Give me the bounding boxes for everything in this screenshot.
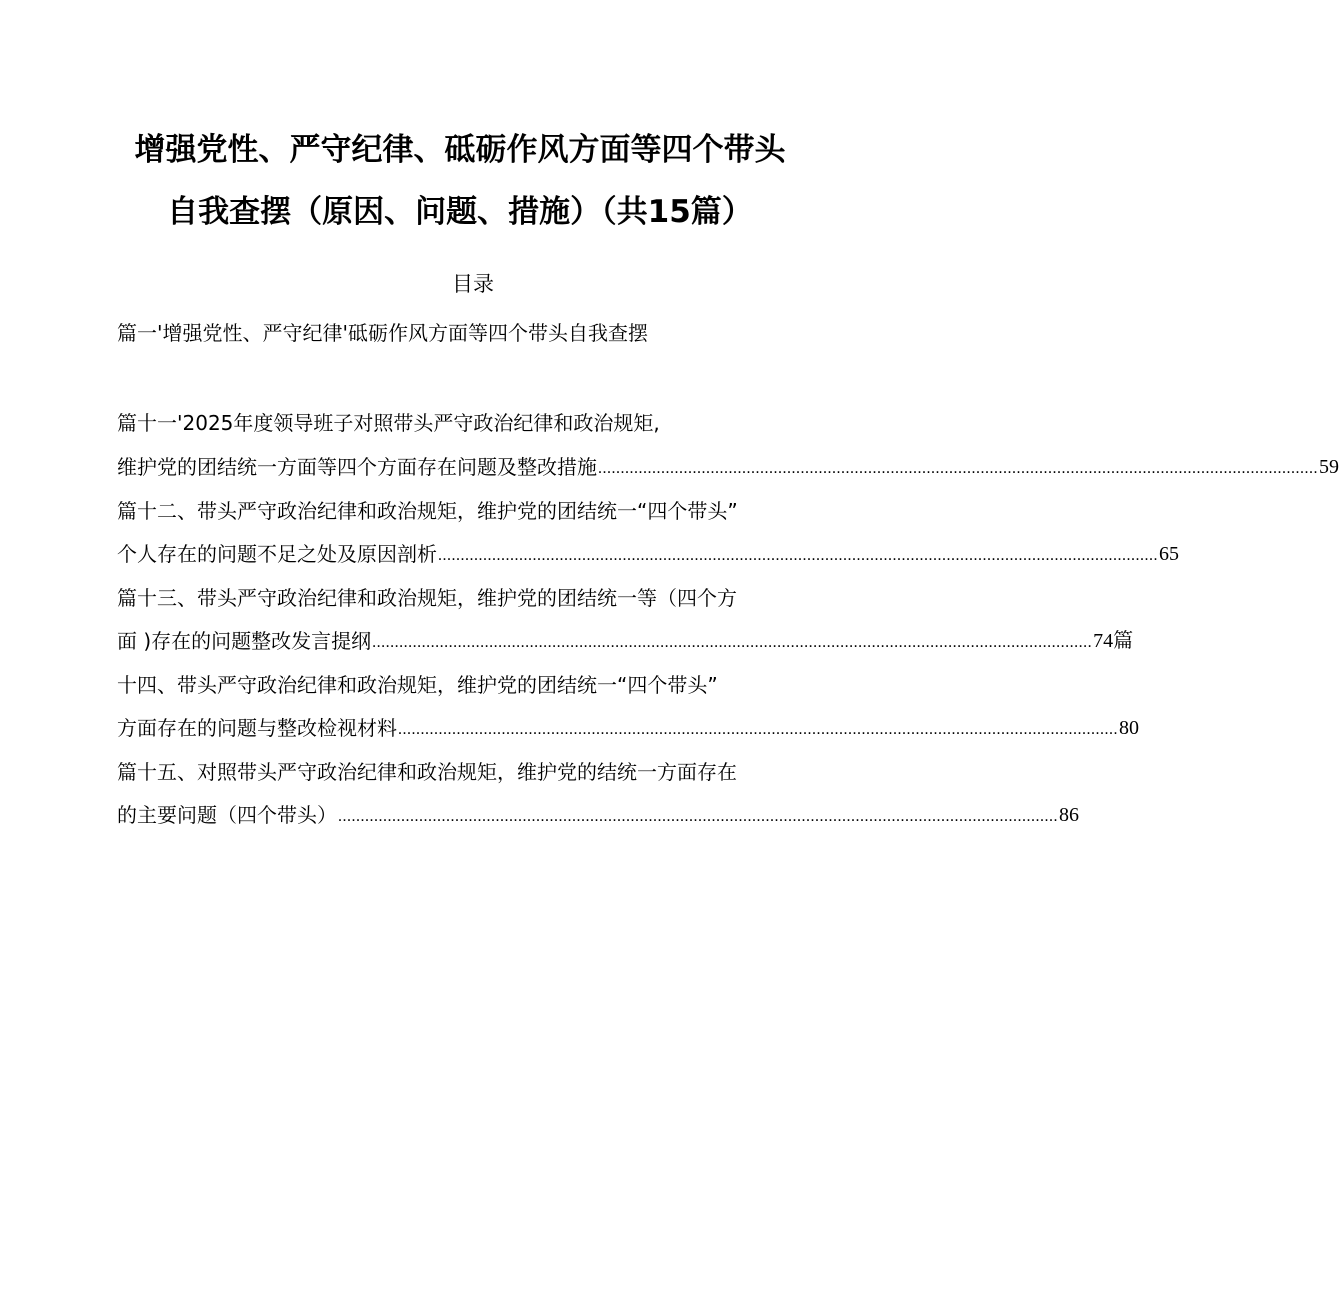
toc-entry-12-line-2 [117, 541, 1179, 567]
toc-entry-text: 篇十二、带头严守政治纪律和政治规矩，维护党的团结统一“四个带头” [117, 499, 738, 523]
toc-entry-text: 十四、带头严守政治纪律和政治规矩，维护党的团结统一“四个带头” [117, 673, 718, 697]
document-title-line-2: 自我查摆（原因、问题、措施）（共15篇） [167, 194, 753, 230]
document-title-line-1: 增强党性、严守纪律、砥砺作风方面等四个带头 [134, 132, 786, 168]
toc-entry-text: 篇一'增强党性、严守纪律'砥砺作风方面等四个带头自我查摆 [117, 321, 648, 345]
toc-page-number: 80 [1119, 717, 1139, 739]
toc-entry-14-line-1 [117, 672, 832, 698]
toc-entry-text: 篇十一'2025年度领导班子对照带头严守政治纪律和政治规矩, [117, 411, 660, 435]
toc-entry-text: 个人存在的问题不足之处及原因剖析 [117, 542, 437, 566]
toc-page-number: 65 [1159, 543, 1179, 565]
toc-entry-15-line-2 [117, 802, 1079, 828]
toc-page-number: 86 [1059, 804, 1079, 826]
toc-leader-dots: ................................................................................................................................................................ [372, 634, 1093, 651]
toc-page-number: 59 [1319, 456, 1339, 478]
toc-entry-11-line-1 [117, 410, 832, 436]
toc-entry-12-line-1 [117, 498, 832, 524]
toc-entry-text: 维护党的团结统一方面等四个方面存在问题及整改措施 [117, 455, 597, 479]
toc-entry-text: 篇十三、带头严守政治纪律和政治规矩，维护党的团结统一等（四个方 [117, 586, 737, 610]
toc-entry-14-line-2 [117, 715, 1139, 741]
toc-entry-13-line-2 [117, 628, 1134, 654]
toc-entry-1 [117, 320, 832, 346]
toc-heading: 目录 [452, 272, 494, 296]
toc-leader-dots: ................................................................................................................................................................ [338, 808, 1058, 825]
toc-entry-15-line-1 [117, 759, 832, 785]
toc-entry-text: 方面存在的问题与整改检视材料 [117, 716, 397, 740]
toc-entry-text: 的主要问题（四个带头） [117, 803, 337, 827]
toc-leader-dots: ................................................................................................................................................................ [438, 547, 1158, 564]
toc-entry-text: 面 )存在的问题整改发言提纲 [117, 629, 372, 653]
toc-leader-dots: ................................................................................................................................................................ [598, 460, 1318, 477]
toc-leader-dots: ................................................................................................................................................................ [398, 721, 1118, 738]
toc-entry-11-line-2 [117, 454, 1339, 480]
toc-entry-13-line-1 [117, 585, 832, 611]
toc-entry-text: 篇十五、对照带头严守政治纪律和政治规矩，维护党的结统一方面存在 [117, 760, 737, 784]
toc-page-number: 74篇 [1093, 630, 1134, 652]
